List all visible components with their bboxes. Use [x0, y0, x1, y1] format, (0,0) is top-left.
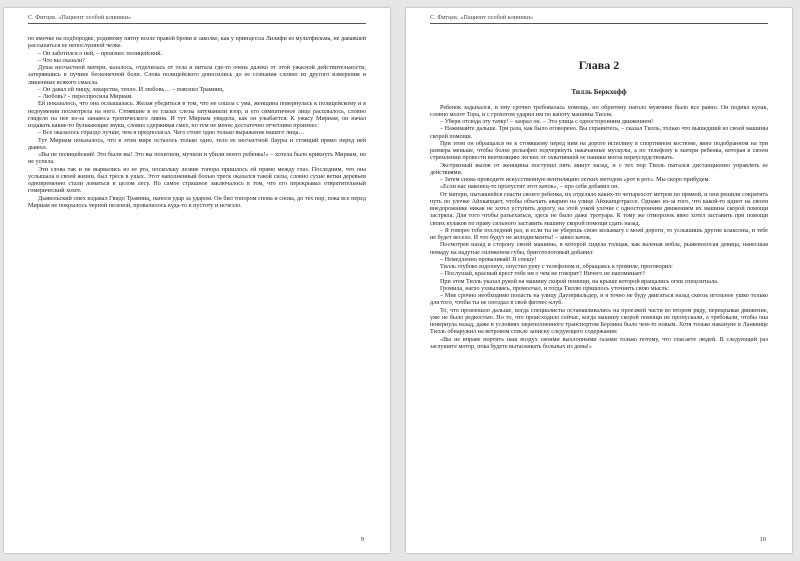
chapter-title: Глава 2: [578, 58, 620, 72]
paragraph: Ей показалось, что она ослышалась. Желая убедиться в том, что не сошла с ума, женщина повернулась к полицейскому и в недоумении посмотрела на него. Стоявшие в ее глазах слезы затуманили взор, и его симпатичное лицо расплылось, словно глядело на нее из-за занавеса тропического ливня. И тут Мириам увидела, как он улыбается. К ужасу Мириам, он начал издавать какие-то булькающие звуки, словно сдерживая смех, но тем не менее достаточно отчетливо произнес:: [28, 101, 366, 129]
paragraph: – Послушай, красный крест тебе ни о чем не говорит? Ничего не напоминает?: [440, 271, 645, 278]
paragraph: Экстренный вызов от женщины поступил пять минут назад, и с тех пор Тилль пытался дистанционно управлять ее действиями.: [430, 162, 768, 176]
paragraph: Ребенок задыхался, и ему срочно требовалась помощь, но обритому наголо мужчине было все равно. Он поднял кулак, словно молот Тора, и с грохотом ударил им по капоту машины Тилля.: [430, 104, 768, 118]
paragraph: – Нажимайте дальше. Три раза, как было оговорено. Вы справитесь, – сказал Тилль, только что вышедший из своей машины скорой помощи.: [430, 126, 768, 140]
paragraph: Тилль глубоко вздохнул, опустил руку с телефоном и, обращаясь к громиле, проговорил:: [440, 264, 673, 270]
paragraph: При этом Тилль указал рукой на машину скорой помощи, на крыше которой вращались огни спецсигнала.: [440, 278, 719, 285]
paragraph: При этом он обращался не к стоявшему перед ним на дороге исполину в спортивном костюме, явно подобранном на три размера меньше, чтобы более рельефно подчеркнуть накачанные мускулы, а по телефону к матери ребенка, которая в своем стремлении провести вентиляцию легких от охватившей ее паники могла переусердствовать.: [430, 140, 768, 162]
paragraph: – Все оказалось гораздо лучше, чем я предполагал. Чего стоит одно только выражение вашего лица…: [38, 130, 305, 137]
page-body: [28, 36, 366, 527]
running-header: С. Фитцек. «Пациент особой клиники»: [430, 14, 768, 24]
paragraph: по ямочке на подбородке, родимому пятну возле правой брови и заколке, как у принцессы Лилифи из мультфильма, не дававшей рассыпаться ее непослушной челке.: [28, 36, 366, 50]
paragraph: «Если нас наконец-то пропустит этот качок», – про себя добавил он.: [440, 184, 619, 191]
paragraph: Душа несчастной матери, казалось, отделилась от тела и витала где-то очень далеко от этой ужасной действительности, затерявшись в пучине бесконечной боли. Слова полицейского доносились до ее сознания словно из другого измерения и лишенные всякого смысла.: [28, 65, 366, 86]
paragraph: – Немедленно проваливай! Я спешу!: [440, 256, 537, 263]
paragraph: – Я говорю тебе последний раз, и если ты не уберешь свою колымагу с моей дороги, то услышишь другие клаксоны, и тебе не будет весело. И что будут не аплодисменты! – завил качок.: [430, 227, 768, 241]
paragraph: Громила, нагло ухмыляясь, промолчал, и тогда Тиллю пришлось уточнить свою мысль:: [440, 285, 670, 292]
paragraph: То, что произошло дальше, когда специалисты останавливались на проезжей части во втором ряду, перекрывая движение, уже не было редкостью. Но то, что происходило сейчас, когда машину скорой помощи не пропускали, а требовали, чтобы она повернула назад, даже в условиях переполненного транспортом Берлина было чем-то новым. Хотя только накануне в Ланквице Тилль обнаружил на ветровом стекле записку следующего содержания:: [430, 307, 768, 336]
paragraph: – Затем снова проводите искусственную вентиляцию легких методом «рот в рот». Мы скоро прибудем.: [440, 177, 710, 183]
running-header: С. Фитцек. «Пациент особой клиники»: [28, 14, 366, 24]
chapter-subtitle: Тилль Беркхофф: [571, 88, 627, 97]
page-number: 10: [759, 536, 766, 543]
paragraph: «Вы не вправе портить наш воздух своими выхлопными газами только потому, что спасаете людей. В следующий раз заглушите мотор, пока будете вытаскивать больных из дома!»: [430, 336, 768, 350]
paragraph: Тут Мириам показалось, что в этом мире осталось только одно, тело ее несчастной Лауры и стоящий прямо перед ней дьявол.: [28, 137, 366, 151]
paragraph: – Убери отсюда эту тачку! – заорал он. – Эта улица с односторонним движением!: [440, 119, 654, 125]
page-number: 9: [360, 536, 364, 543]
page-body: [430, 34, 768, 527]
paragraph: – Он заботился о ней, – произнес полицейский.: [38, 50, 163, 57]
paragraph: Посмотрев назад в сторону своей машины, в которой сидела толщая, как валеная вобла, рыжеволосая девица, нанесшая помаду на надутые силиконом губы, бриготологовый добавил:: [430, 242, 768, 256]
paragraph: – Он давал ей пищу, лекарства, тепло. И любовь… – пояснил Трамниц.: [38, 86, 225, 93]
paragraph: Дьявольский смех издавал Гвидо Трамниц, нанося удар за ударом. Он бил топором снова и снова, до тех пор, пока все перед Мириам не покрылось черной пеленой, провалилось куда-то в пустоту и исчезло.: [28, 195, 366, 209]
paragraph: Эти слова так и не вырвались из ее рта, поскольку лезвие топора пришлось ей прямо между глаз. Последним, что она услышала в своей жизни, был треск в ушах. Этот наполненный болью треск оказался такой силы, словно сухие ветки деревьев одновременно стали ломаться в целом лесу. Но самое страшное заключалось в том, что его перекрывал отвратительный гомерический хохот.: [28, 166, 366, 195]
paragraph: «Вы не полицейский! Это были вы! Это вы похитили, мучили и убили моего ребенка!» – хотела было крикнуть Мириам, но не успела.: [28, 152, 366, 166]
paragraph: – Любовь? – переспросила Мириам.: [38, 94, 133, 100]
left-page: [4, 8, 390, 553]
paragraph: От матери, пытавшейся спасти своего ребенка, их отделяло каких-то четырехсот метров по прямой, и они решили сократить путь по улочке Айхкапцает, чтобы объехать аварию на улице Айхкапцетрассе. Однако из-за того, что какой-то идиот на своем внедорожнике никак не хотел уступить дорогу, на этой узкой улочке с односторонним движением их машина скорой помощи застряла. Для того чтобы разъехаться, здесь не было даже тротуара. К тому же отморозок явно хотел заставить при помощи своих кулаков по праву сильного заставить машину скорой помощи сдать назад.: [430, 191, 768, 227]
paragraph: – Мне срочно необходимо попасть на улицу Даузервальдер, и я точно не буду двигаться назад сквозь игольное ушко только для того, чтобы ты не опоздал в свой фитнес-клуб.: [430, 293, 768, 307]
right-page: [406, 8, 792, 553]
paragraph: – Что вы сказали?: [38, 57, 85, 64]
